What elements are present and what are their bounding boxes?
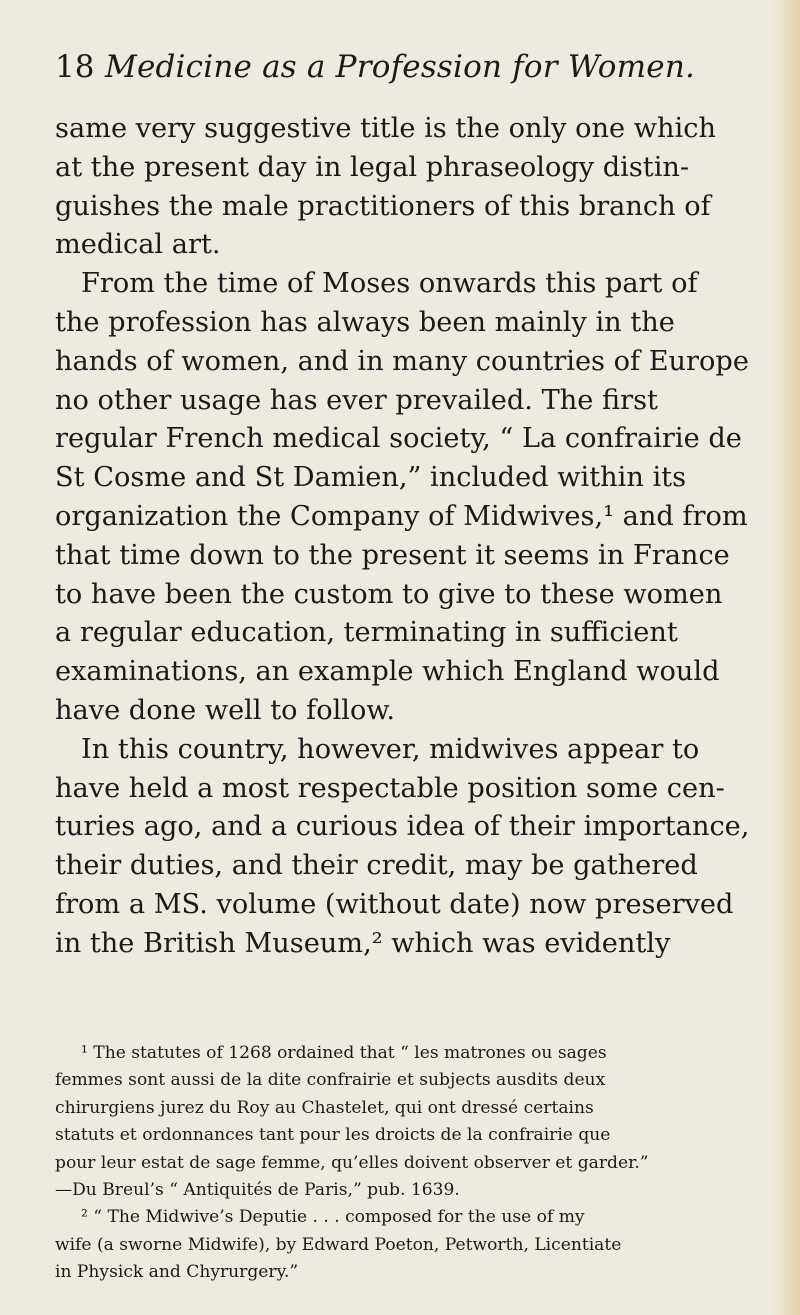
body-line: hands of women, and in many countries of Europe <box>55 345 749 377</box>
running-head <box>55 42 755 92</box>
body-line: regular French medical society, “ La confrairie de <box>55 423 742 455</box>
body-line: that time down to the present it seems in France <box>55 539 730 571</box>
body-line: same very suggestive title is the only one which <box>55 113 716 144</box>
body-line: guishes the male practitioners of this branch of <box>55 190 711 222</box>
body-line: turies ago, and a curious idea of their importance, <box>55 811 750 843</box>
footnote-line: ² “ The Midwive’s Deputie . . . composed for the use of my <box>81 1207 585 1228</box>
footnote-line: —Du Breul’s “ Antiquités de Paris,” pub. 1639. <box>55 1179 460 1200</box>
body-line: organization the Company of Midwives,¹ and from <box>55 500 748 532</box>
body-line: a regular education, terminating in sufficient <box>55 617 678 649</box>
body-line: medical art. <box>55 229 221 261</box>
footnote-line: wife (a sworne Midwife), by Edward Poeton, Petworth, Licentiate <box>55 1234 622 1255</box>
body-line: St Cosme and St Damien,” included within its <box>55 462 687 494</box>
body-line: examinations, an example which England would <box>55 656 720 688</box>
body-line: from a MS. volume (without date) now preserved <box>55 888 734 920</box>
body-line: have done well to follow. <box>55 694 396 726</box>
page-number: 18 <box>55 49 95 85</box>
footnote-line: chirurgiens jurez du Roy au Chastelet, qui ont dressé certains <box>55 1097 594 1118</box>
footnotes <box>55 1040 762 1287</box>
body-line: in the British Museum,² which was evidently <box>55 927 671 959</box>
body-line: In this country, however, midwives appear to <box>81 733 700 765</box>
body-line: no other usage has ever prevailed. The first <box>55 384 658 416</box>
body-text <box>55 110 762 964</box>
body-line: at the present day in legal phraseology distin- <box>55 151 690 183</box>
page-edge-tint <box>772 0 800 1315</box>
body-line: have held a most respectable position some cen- <box>55 772 725 804</box>
footnote-line: ¹ The statutes of 1268 ordained that “ les matrones ou sages <box>81 1043 607 1063</box>
footnote-line: statuts et ordonnances tant pour les droicts de la confrairie que <box>55 1125 611 1146</box>
footnote-line: pour leur estat de sage femme, qu’elles doivent observer et garder.” <box>55 1152 649 1173</box>
body-line: From the time of Moses onwards this part of <box>81 268 698 300</box>
running-title: Medicine as a Profession for Women. <box>105 49 696 85</box>
body-line: their duties, and their credit, may be gathered <box>55 850 698 882</box>
footnote-line: femmes sont aussi de la dite confrairie et subjects ausdits deux <box>55 1070 606 1091</box>
footnote-line: in Physick and Chyrurgery.” <box>55 1262 299 1283</box>
body-line: the profession has always been mainly in the <box>55 306 675 338</box>
body-line: to have been the custom to give to these women <box>55 578 723 610</box>
